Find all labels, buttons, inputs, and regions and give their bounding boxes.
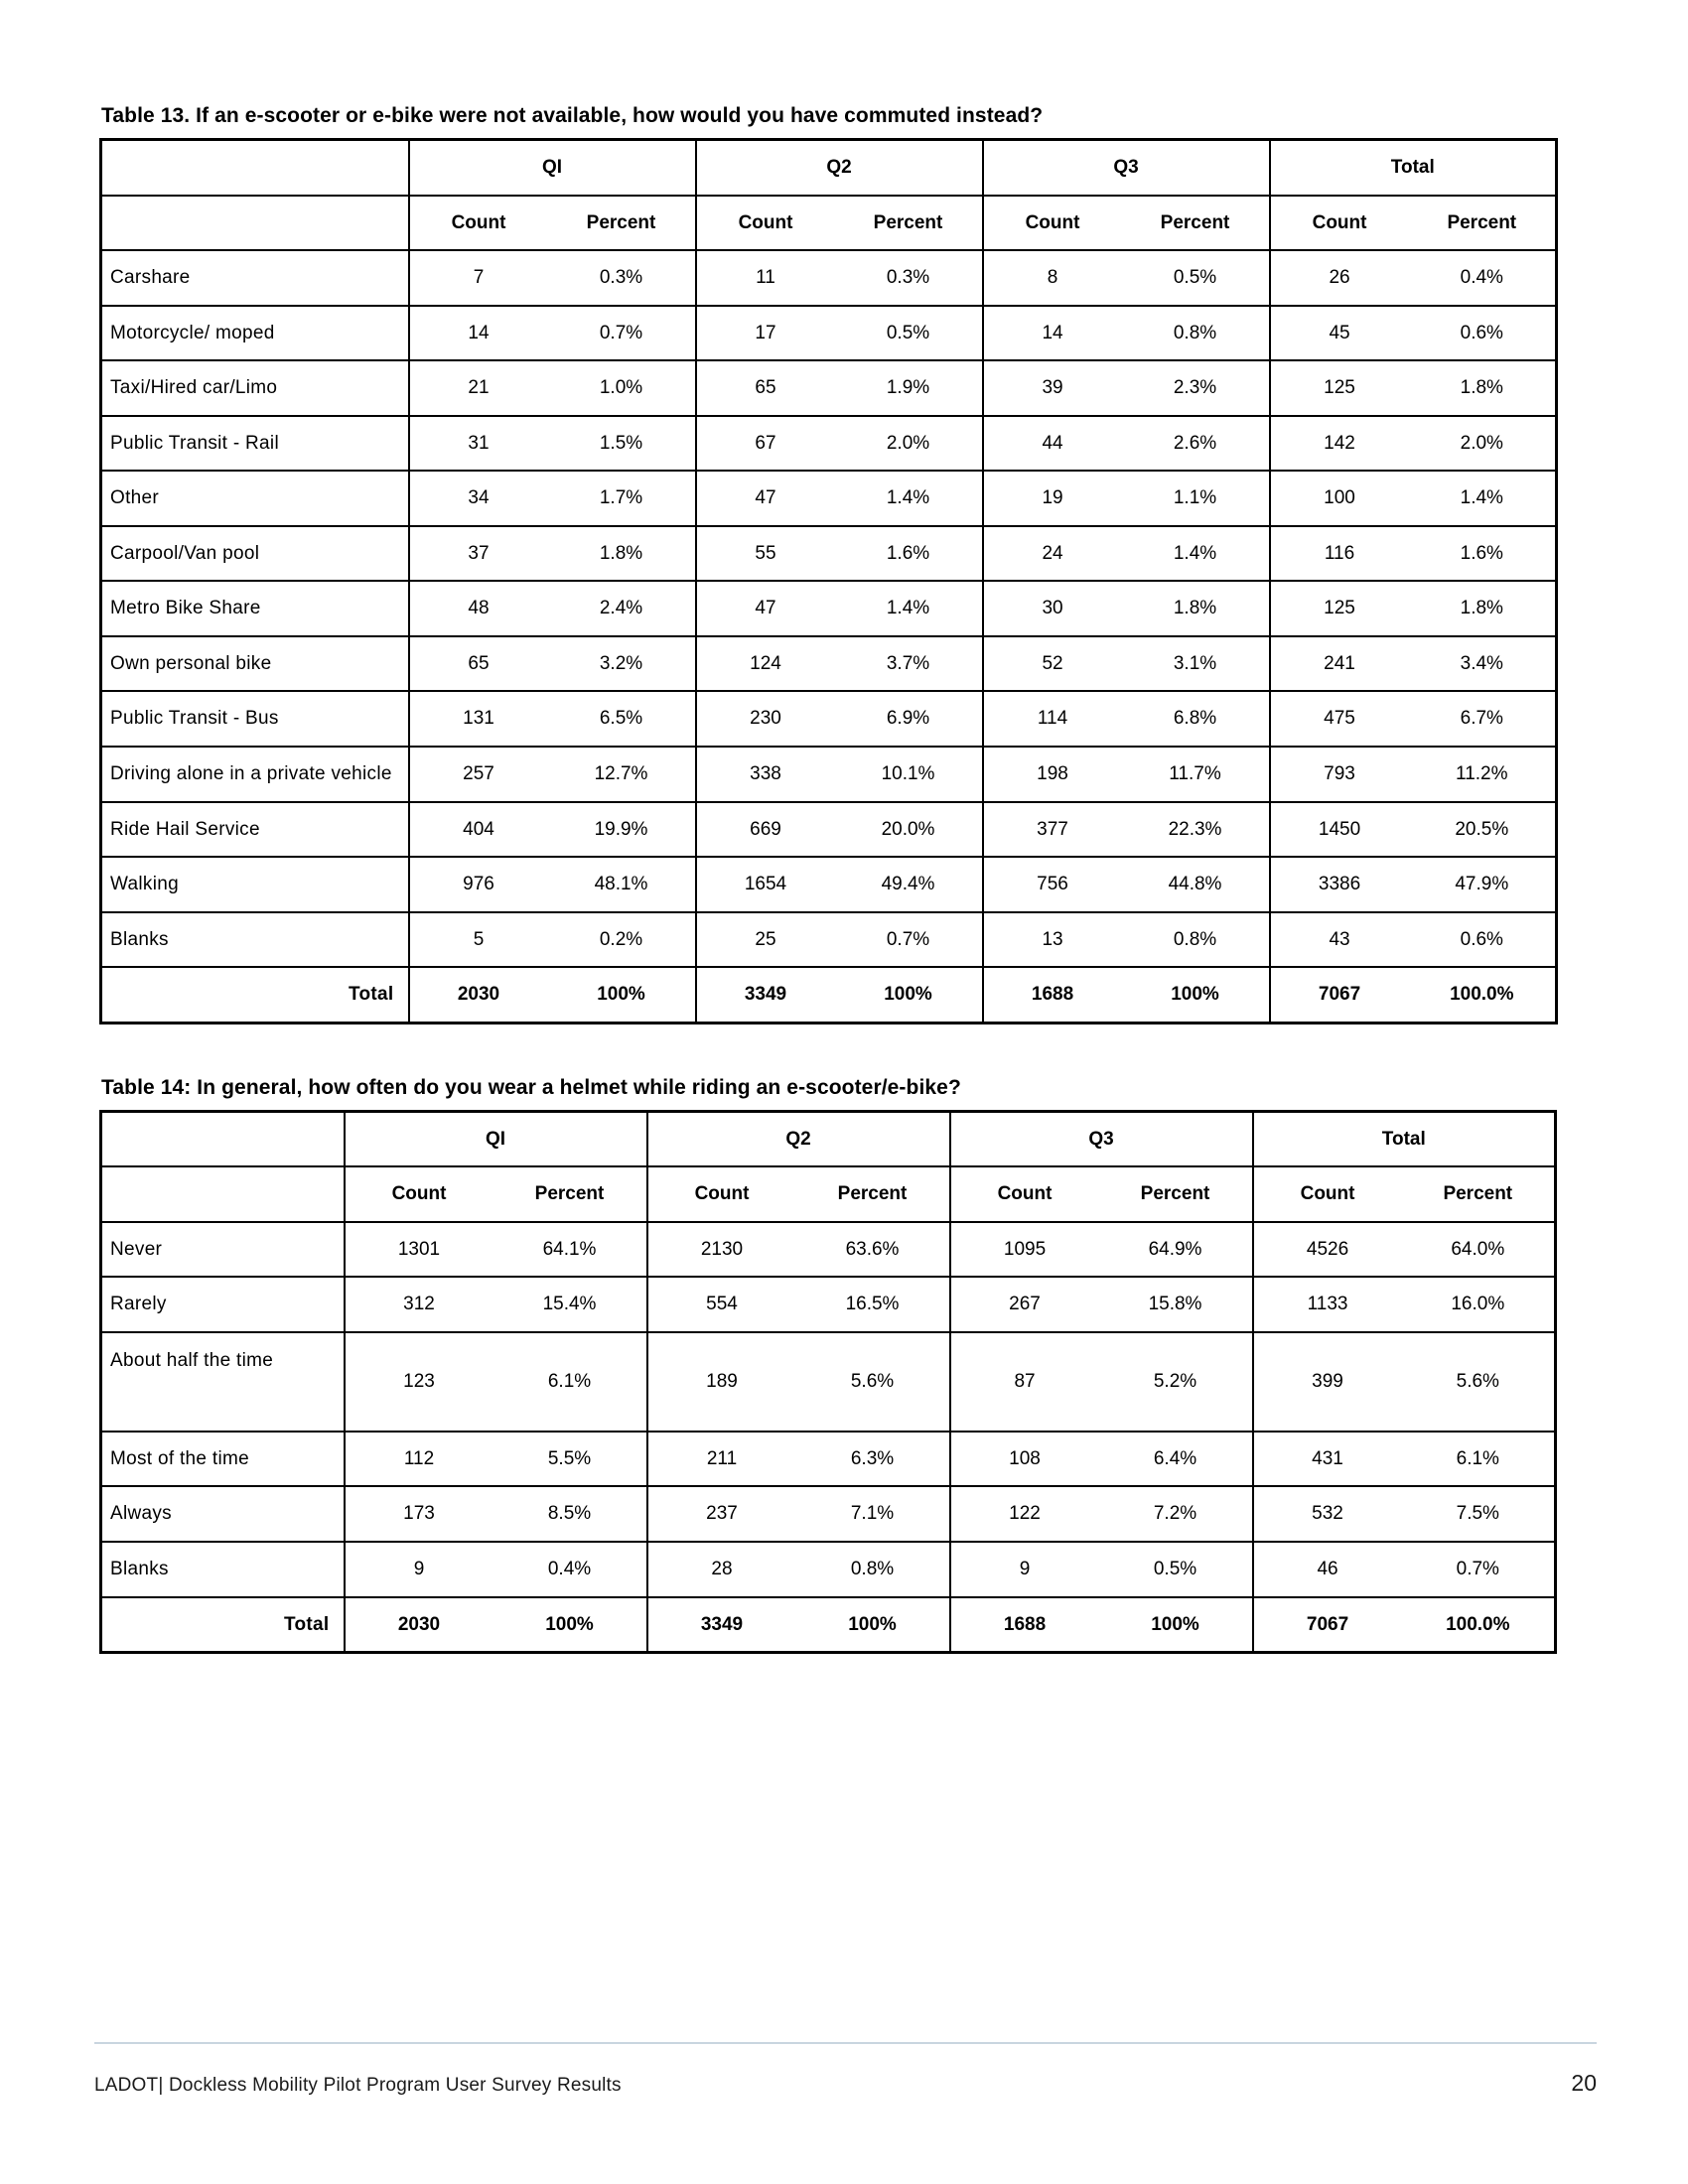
row-label: Ride Hail Service (101, 802, 409, 858)
table-row (101, 360, 1557, 416)
count-cell: 28 (647, 1542, 796, 1597)
count-cell: 793 (1270, 747, 1409, 802)
percent-cell: 1.6% (835, 526, 983, 582)
count-cell: 976 (409, 857, 548, 912)
table-row (101, 912, 1557, 968)
column-group-header: Total (1270, 140, 1557, 196)
total-percent-cell: 100% (835, 967, 983, 1023)
total-percent-cell: 100% (796, 1597, 950, 1653)
percent-cell: 1.4% (835, 581, 983, 636)
count-cell: 377 (983, 802, 1122, 858)
count-cell: 24 (983, 526, 1122, 582)
count-cell: 124 (696, 636, 835, 692)
count-cell: 8 (983, 250, 1122, 306)
count-cell: 338 (696, 747, 835, 802)
row-label: Blanks (101, 912, 409, 968)
count-cell: 2130 (647, 1222, 796, 1278)
count-cell: 173 (345, 1486, 493, 1542)
count-cell: 52 (983, 636, 1122, 692)
table-row (101, 416, 1557, 472)
count-cell: 116 (1270, 526, 1409, 582)
column-sub-header: Count (345, 1166, 493, 1222)
table14 (99, 1110, 1557, 1654)
count-cell: 100 (1270, 471, 1409, 526)
percent-cell: 49.4% (835, 857, 983, 912)
column-sub-header: Count (983, 196, 1122, 251)
row-label: Public Transit - Bus (101, 691, 409, 747)
footer-text: LADOT| Dockless Mobility Pilot Program User Survey Results (94, 2075, 622, 2096)
count-cell: 125 (1270, 360, 1409, 416)
count-cell: 399 (1253, 1332, 1402, 1432)
column-sub-header: Count (1270, 196, 1409, 251)
count-cell: 532 (1253, 1486, 1402, 1542)
percent-cell: 5.6% (1402, 1332, 1556, 1432)
percent-cell: 0.3% (548, 250, 696, 306)
count-cell: 9 (950, 1542, 1099, 1597)
column-group-header: Q2 (647, 1111, 950, 1166)
row-label: Walking (101, 857, 409, 912)
total-count-cell: 2030 (345, 1597, 493, 1653)
percent-cell: 1.4% (1409, 471, 1557, 526)
count-cell: 87 (950, 1332, 1099, 1432)
percent-cell: 0.7% (835, 912, 983, 968)
total-label: Total (101, 1597, 345, 1653)
percent-cell: 7.1% (796, 1486, 950, 1542)
total-percent-cell: 100.0% (1402, 1597, 1556, 1653)
percent-cell: 0.6% (1409, 306, 1557, 361)
row-label: Carshare (101, 250, 409, 306)
percent-cell: 1.8% (548, 526, 696, 582)
total-row (101, 1597, 1556, 1653)
count-cell: 1654 (696, 857, 835, 912)
count-cell: 122 (950, 1486, 1099, 1542)
count-cell: 44 (983, 416, 1122, 472)
table-row (101, 1432, 1556, 1487)
percent-cell: 63.6% (796, 1222, 950, 1278)
column-group-header: QI (409, 140, 696, 196)
percent-cell: 0.8% (1122, 912, 1270, 968)
count-cell: 9 (345, 1542, 493, 1597)
count-cell: 1450 (1270, 802, 1409, 858)
count-cell: 37 (409, 526, 548, 582)
count-cell: 48 (409, 581, 548, 636)
percent-cell: 6.4% (1099, 1432, 1253, 1487)
total-percent-cell: 100% (493, 1597, 647, 1653)
count-cell: 21 (409, 360, 548, 416)
count-cell: 431 (1253, 1432, 1402, 1487)
percent-cell: 2.3% (1122, 360, 1270, 416)
count-cell: 19 (983, 471, 1122, 526)
percent-cell: 6.1% (493, 1332, 647, 1432)
row-label: Taxi/Hired car/Limo (101, 360, 409, 416)
count-cell: 31 (409, 416, 548, 472)
percent-cell: 5.6% (796, 1332, 950, 1432)
percent-cell: 19.9% (548, 802, 696, 858)
column-sub-header: Percent (548, 196, 696, 251)
table14-section (99, 1076, 1589, 1654)
column-sub-header: Percent (1402, 1166, 1556, 1222)
count-cell: 142 (1270, 416, 1409, 472)
count-cell: 45 (1270, 306, 1409, 361)
percent-cell: 6.8% (1122, 691, 1270, 747)
count-cell: 211 (647, 1432, 796, 1487)
percent-cell: 2.6% (1122, 416, 1270, 472)
total-count-cell: 3349 (647, 1597, 796, 1653)
percent-cell: 6.7% (1409, 691, 1557, 747)
table-row (101, 1332, 1556, 1432)
column-sub-header: Count (647, 1166, 796, 1222)
percent-cell: 0.2% (548, 912, 696, 968)
count-cell: 47 (696, 471, 835, 526)
total-count-cell: 1688 (983, 967, 1122, 1023)
sub-header-row (101, 196, 1557, 251)
column-group-header: Q3 (983, 140, 1270, 196)
percent-cell: 1.8% (1122, 581, 1270, 636)
count-cell: 13 (983, 912, 1122, 968)
percent-cell: 7.5% (1402, 1486, 1556, 1542)
row-label: Public Transit - Rail (101, 416, 409, 472)
count-cell: 65 (696, 360, 835, 416)
percent-cell: 0.4% (493, 1542, 647, 1597)
percent-cell: 5.5% (493, 1432, 647, 1487)
count-cell: 554 (647, 1277, 796, 1332)
total-count-cell: 7067 (1253, 1597, 1402, 1653)
row-label: Own personal bike (101, 636, 409, 692)
count-cell: 257 (409, 747, 548, 802)
row-label: Metro Bike Share (101, 581, 409, 636)
table-row (101, 691, 1557, 747)
percent-cell: 8.5% (493, 1486, 647, 1542)
percent-cell: 2.4% (548, 581, 696, 636)
corner-cell (101, 140, 409, 196)
count-cell: 198 (983, 747, 1122, 802)
column-sub-header: Count (409, 196, 548, 251)
table-row (101, 802, 1557, 858)
row-label: Most of the time (101, 1432, 345, 1487)
percent-cell: 64.9% (1099, 1222, 1253, 1278)
percent-cell: 2.0% (1409, 416, 1557, 472)
total-percent-cell: 100% (1099, 1597, 1253, 1653)
row-label: Always (101, 1486, 345, 1542)
percent-cell: 1.4% (835, 471, 983, 526)
percent-cell: 64.1% (493, 1222, 647, 1278)
count-cell: 17 (696, 306, 835, 361)
column-sub-header: Percent (1099, 1166, 1253, 1222)
percent-cell: 20.5% (1409, 802, 1557, 858)
percent-cell: 47.9% (1409, 857, 1557, 912)
column-sub-header: Count (950, 1166, 1099, 1222)
row-label: About half the time (101, 1332, 345, 1432)
count-cell: 756 (983, 857, 1122, 912)
column-group-header: Q2 (696, 140, 983, 196)
percent-cell: 0.4% (1409, 250, 1557, 306)
count-cell: 5 (409, 912, 548, 968)
percent-cell: 1.4% (1122, 526, 1270, 582)
row-label: Never (101, 1222, 345, 1278)
count-cell: 39 (983, 360, 1122, 416)
count-cell: 4526 (1253, 1222, 1402, 1278)
count-cell: 669 (696, 802, 835, 858)
table-row (101, 857, 1557, 912)
page-number: 20 (1571, 2070, 1597, 2096)
percent-cell: 0.7% (1402, 1542, 1556, 1597)
percent-cell: 1.1% (1122, 471, 1270, 526)
percent-cell: 12.7% (548, 747, 696, 802)
percent-cell: 11.2% (1409, 747, 1557, 802)
count-cell: 123 (345, 1332, 493, 1432)
percent-cell: 0.5% (835, 306, 983, 361)
table13-title: Table 13. If an e-scooter or e-bike were not available, how would you have commuted instead? (101, 104, 1044, 127)
count-cell: 14 (983, 306, 1122, 361)
group-header-row (101, 1111, 1556, 1166)
corner-cell (101, 1166, 345, 1222)
percent-cell: 6.9% (835, 691, 983, 747)
percent-cell: 11.7% (1122, 747, 1270, 802)
count-cell: 11 (696, 250, 835, 306)
total-percent-cell: 100% (1122, 967, 1270, 1023)
percent-cell: 1.8% (1409, 360, 1557, 416)
total-row (101, 967, 1557, 1023)
table13-section (99, 104, 1589, 1024)
row-label: Driving alone in a private vehicle (101, 747, 409, 802)
count-cell: 34 (409, 471, 548, 526)
percent-cell: 6.1% (1402, 1432, 1556, 1487)
percent-cell: 20.0% (835, 802, 983, 858)
percent-cell: 1.8% (1409, 581, 1557, 636)
percent-cell: 48.1% (548, 857, 696, 912)
column-sub-header: Count (696, 196, 835, 251)
column-group-header: Q3 (950, 1111, 1253, 1166)
total-percent-cell: 100.0% (1409, 967, 1557, 1023)
percent-cell: 0.3% (835, 250, 983, 306)
table-row (101, 250, 1557, 306)
percent-cell: 3.1% (1122, 636, 1270, 692)
table-row (101, 1222, 1556, 1278)
table13 (99, 138, 1558, 1024)
table-row (101, 471, 1557, 526)
count-cell: 241 (1270, 636, 1409, 692)
group-header-row (101, 140, 1557, 196)
count-cell: 237 (647, 1486, 796, 1542)
count-cell: 475 (1270, 691, 1409, 747)
table-row (101, 306, 1557, 361)
count-cell: 108 (950, 1432, 1099, 1487)
total-count-cell: 3349 (696, 967, 835, 1023)
table-row (101, 747, 1557, 802)
percent-cell: 1.9% (835, 360, 983, 416)
table-row (101, 1486, 1556, 1542)
column-sub-header: Percent (835, 196, 983, 251)
count-cell: 3386 (1270, 857, 1409, 912)
percent-cell: 1.6% (1409, 526, 1557, 582)
count-cell: 189 (647, 1332, 796, 1432)
corner-cell (101, 196, 409, 251)
total-percent-cell: 100% (548, 967, 696, 1023)
column-group-header: Total (1253, 1111, 1556, 1166)
percent-cell: 1.7% (548, 471, 696, 526)
count-cell: 131 (409, 691, 548, 747)
row-label: Carpool/Van pool (101, 526, 409, 582)
percent-cell: 16.0% (1402, 1277, 1556, 1332)
corner-cell (101, 1111, 345, 1166)
percent-cell: 16.5% (796, 1277, 950, 1332)
percent-cell: 10.1% (835, 747, 983, 802)
row-label: Blanks (101, 1542, 345, 1597)
percent-cell: 0.5% (1099, 1542, 1253, 1597)
count-cell: 47 (696, 581, 835, 636)
total-count-cell: 2030 (409, 967, 548, 1023)
count-cell: 30 (983, 581, 1122, 636)
count-cell: 1133 (1253, 1277, 1402, 1332)
percent-cell: 6.5% (548, 691, 696, 747)
column-group-header: QI (345, 1111, 647, 1166)
count-cell: 46 (1253, 1542, 1402, 1597)
footer-row (94, 2070, 1597, 2097)
column-sub-header: Percent (493, 1166, 647, 1222)
table-row (101, 581, 1557, 636)
column-sub-header: Percent (796, 1166, 950, 1222)
column-sub-header: Percent (1409, 196, 1557, 251)
count-cell: 26 (1270, 250, 1409, 306)
count-cell: 55 (696, 526, 835, 582)
percent-cell: 15.8% (1099, 1277, 1253, 1332)
count-cell: 7 (409, 250, 548, 306)
percent-cell: 3.7% (835, 636, 983, 692)
percent-cell: 2.0% (835, 416, 983, 472)
table14-title: Table 14: In general, how often do you wear a helmet while riding an e-scooter/e-bike? (101, 1075, 961, 1099)
sub-header-row (101, 1166, 1556, 1222)
count-cell: 267 (950, 1277, 1099, 1332)
total-count-cell: 7067 (1270, 967, 1409, 1023)
count-cell: 1095 (950, 1222, 1099, 1278)
percent-cell: 64.0% (1402, 1222, 1556, 1278)
count-cell: 312 (345, 1277, 493, 1332)
count-cell: 404 (409, 802, 548, 858)
percent-cell: 15.4% (493, 1277, 647, 1332)
percent-cell: 22.3% (1122, 802, 1270, 858)
count-cell: 112 (345, 1432, 493, 1487)
count-cell: 65 (409, 636, 548, 692)
total-label: Total (101, 967, 409, 1023)
table-row (101, 1277, 1556, 1332)
count-cell: 114 (983, 691, 1122, 747)
total-count-cell: 1688 (950, 1597, 1099, 1653)
count-cell: 25 (696, 912, 835, 968)
table-row (101, 636, 1557, 692)
percent-cell: 0.8% (1122, 306, 1270, 361)
count-cell: 230 (696, 691, 835, 747)
table-row (101, 526, 1557, 582)
percent-cell: 0.6% (1409, 912, 1557, 968)
row-label: Other (101, 471, 409, 526)
percent-cell: 0.7% (548, 306, 696, 361)
percent-cell: 3.4% (1409, 636, 1557, 692)
count-cell: 67 (696, 416, 835, 472)
row-label: Motorcycle/ moped (101, 306, 409, 361)
count-cell: 125 (1270, 581, 1409, 636)
percent-cell: 0.8% (796, 1542, 950, 1597)
percent-cell: 1.0% (548, 360, 696, 416)
count-cell: 43 (1270, 912, 1409, 968)
percent-cell: 3.2% (548, 636, 696, 692)
percent-cell: 0.5% (1122, 250, 1270, 306)
column-sub-header: Count (1253, 1166, 1402, 1222)
percent-cell: 1.5% (548, 416, 696, 472)
count-cell: 1301 (345, 1222, 493, 1278)
page-footer (94, 2042, 1597, 2097)
percent-cell: 7.2% (1099, 1486, 1253, 1542)
column-sub-header: Percent (1122, 196, 1270, 251)
percent-cell: 6.3% (796, 1432, 950, 1487)
table-row (101, 1542, 1556, 1597)
count-cell: 14 (409, 306, 548, 361)
percent-cell: 44.8% (1122, 857, 1270, 912)
percent-cell: 5.2% (1099, 1332, 1253, 1432)
row-label: Rarely (101, 1277, 345, 1332)
